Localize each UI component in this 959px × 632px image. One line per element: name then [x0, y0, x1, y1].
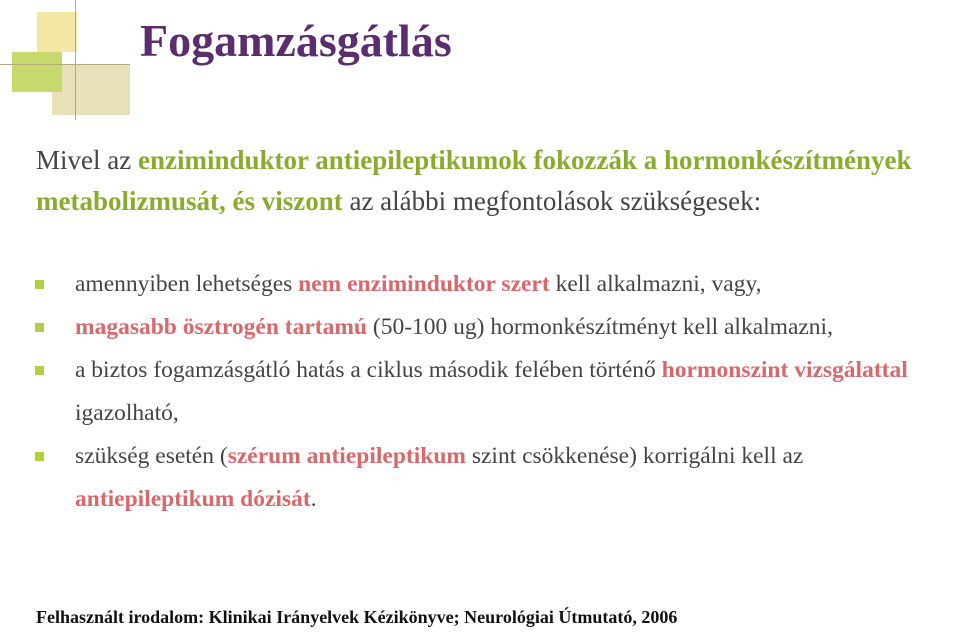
- deco-green-square: [12, 52, 62, 92]
- slide-title: Fogamzásgátlás: [140, 15, 452, 66]
- bullet-item: [0, 263, 959, 306]
- text-run: szükség esetén (: [75, 443, 228, 469]
- emphasis-text: hormonszint vizsgálattal: [661, 357, 908, 383]
- deco-vertical-line: [75, 0, 76, 120]
- text-run: kell alkalmazni, vagy,: [549, 271, 762, 297]
- square-bullet-icon: [35, 452, 44, 461]
- emphasis-text: nem enziminduktor szert: [298, 271, 550, 297]
- text-run: igazolható,: [75, 400, 179, 426]
- deco-yellow-square: [37, 12, 77, 52]
- corner-decoration: [0, 0, 130, 120]
- emphasis-text: magasabb ösztrogén tartamú: [75, 314, 367, 340]
- bullet-item: [0, 435, 959, 521]
- square-bullet-icon: [35, 323, 44, 332]
- bullet-list: [0, 263, 959, 521]
- text-run: szint csökkenése) korrigálni kell az: [465, 443, 804, 469]
- text-run: amennyiben lehetséges: [75, 271, 299, 297]
- emphasis-text: enziminduktor antiepileptikumok fokozzák a hormonkészítmények metabolizmusát, és viszont: [36, 145, 912, 216]
- text-run: (50-100 ug) hormonkészítményt kell alkalmazni,: [367, 314, 833, 340]
- emphasis-text: szérum antiepileptikum: [227, 443, 466, 469]
- deco-tan-square: [52, 65, 130, 115]
- text-run: a biztos fogamzásgátló hatás a ciklus második felében történő: [75, 357, 662, 383]
- bullet-item: [0, 306, 959, 349]
- square-bullet-icon: [35, 280, 44, 289]
- text-run: az alábbi megfontolások szükségesek:: [342, 186, 762, 216]
- emphasis-text: antiepileptikum dózisát: [75, 486, 311, 512]
- intro-paragraph: [36, 140, 951, 222]
- literature-reference: Felhasznált irodalom: Klinikai Irányelvek Kézikönyve; Neurológiai Útmutató, 2006: [36, 607, 678, 627]
- square-bullet-icon: [35, 366, 44, 375]
- text-run: .: [310, 486, 317, 512]
- bullet-item: [0, 349, 959, 435]
- text-run: Mivel az: [36, 145, 138, 175]
- deco-horizontal-line: [0, 64, 130, 65]
